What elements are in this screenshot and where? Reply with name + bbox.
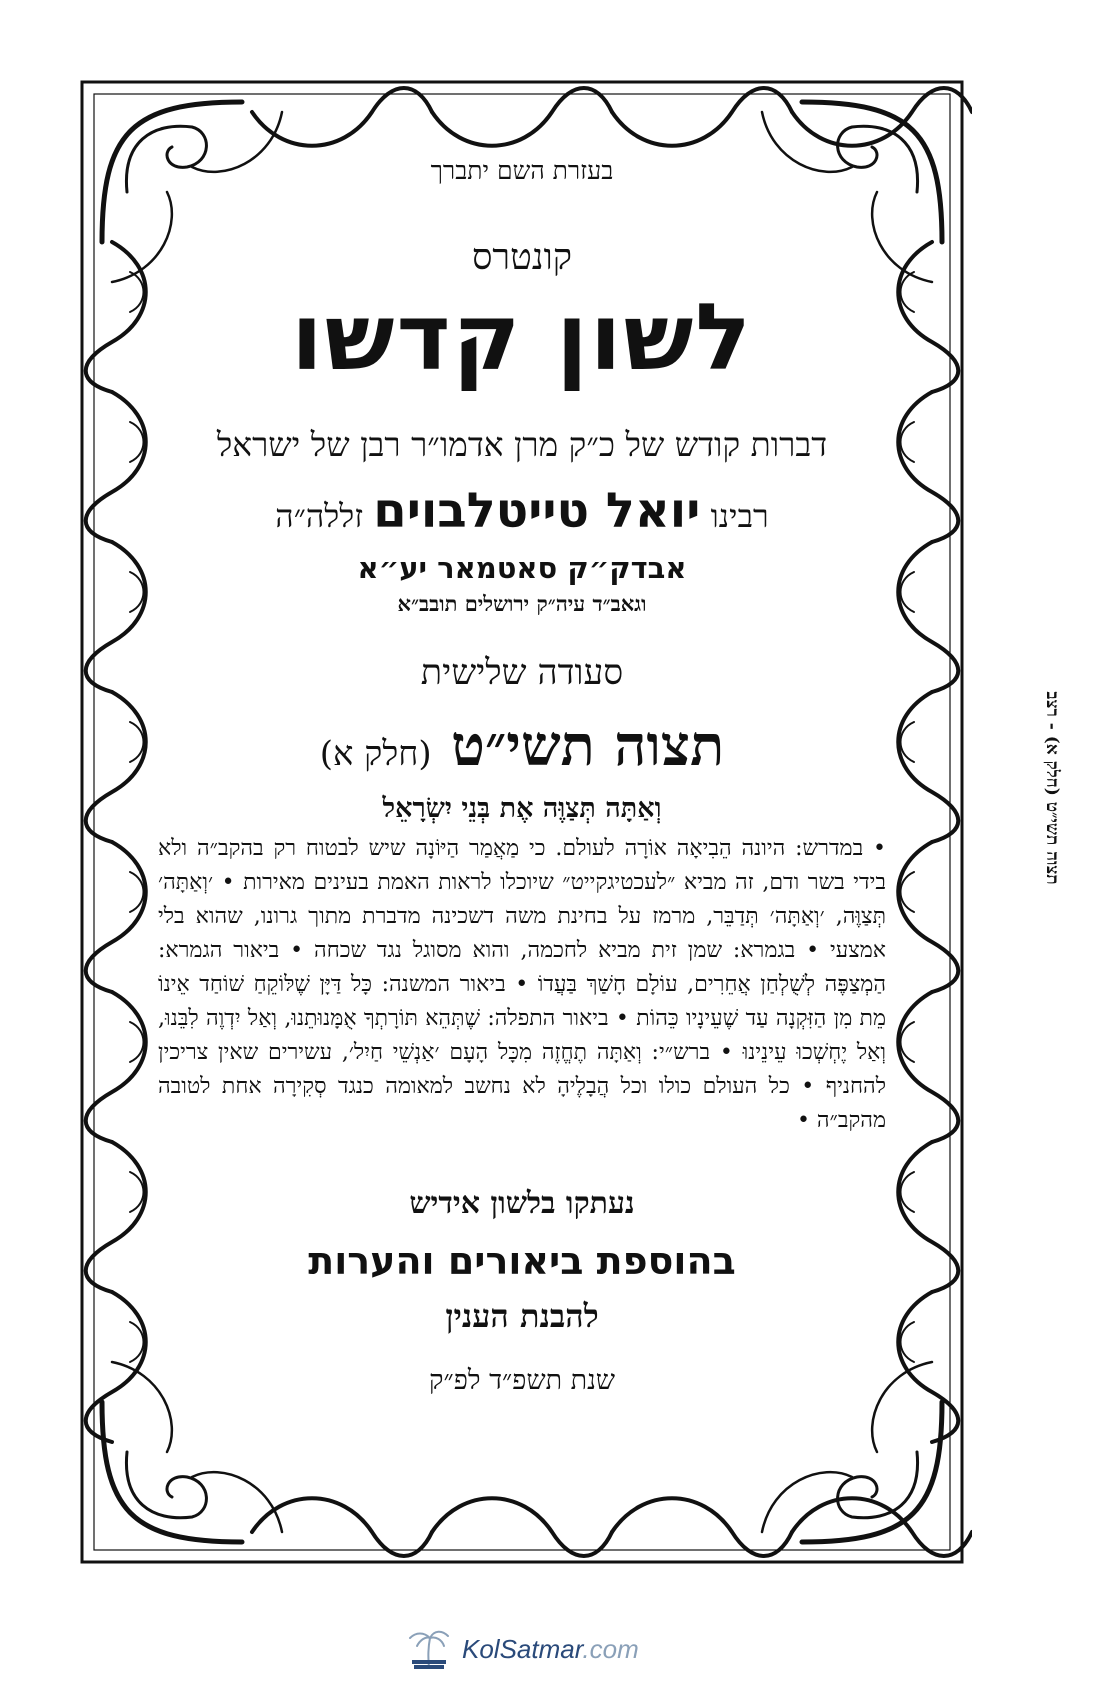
border-flourish [86, 1292, 146, 1442]
border-flourish [252, 88, 432, 146]
border-flourish [898, 692, 958, 842]
occasion: סעודה שלישית [420, 652, 624, 693]
parsha-part: (חלק א) [319, 733, 432, 774]
border-flourish [792, 88, 972, 146]
border-flourish [432, 88, 612, 146]
page-side-note: תצוה תשי״ט (חלק א) - רצב [1042, 691, 1062, 885]
border-flourish [901, 272, 915, 312]
border-flourish [901, 422, 915, 462]
border-flourish [130, 1022, 144, 1062]
logo-name-text: KolSatmar [462, 1633, 583, 1664]
border-flourish [901, 572, 915, 612]
subtitle: דברות קודש של כ״ק מרן אדמו״ר רבן של ישראל [216, 424, 828, 464]
border-flourish [792, 1498, 972, 1556]
border-flourish [130, 572, 144, 612]
border-flourish [130, 1172, 144, 1212]
border-flourish [126, 1452, 206, 1518]
logo-name[interactable] [462, 1634, 639, 1665]
logo-tld: .com [582, 1633, 639, 1664]
border-flourish [898, 242, 958, 392]
border-flourish [130, 272, 144, 312]
title-page-content [150, 150, 894, 1396]
border-flourish [130, 872, 144, 912]
border-flourish [130, 1322, 144, 1362]
border-flourish [898, 542, 958, 692]
parsha-name: תצוה תשי״ט [451, 712, 725, 779]
palm-tree-books-icon [404, 1624, 454, 1674]
border-flourish [901, 872, 915, 912]
additions-line: בהוספת ביאורים והערות [308, 1238, 736, 1283]
topics-summary: • במדרש: היונה הֵבִיאָה אוֹרָה לעולם. כי מַאֲמַר הַיּוֹנָה שיש לבטוח רק בהקב״ה ולא בידי בשר ודם, זה מביא ״לעכטיגקייט״ שיוכלו לראות האמת בעינים מאירות • ׳וְאַתָּה׳ תְּצַוֶּה, ׳וְאַתָּה׳ תְּדַבֵּר, מרמז על בחינת משה דשכינה מדברת מתוך גרונו, שהוא בלי אמצעי • בגמרא: שמן זית מביא לחכמה, והוא מסוגל נגד שכחה • ביאור הגמרא: הַמְצַפֶּה לְשֻׁלְחַן אֲחֵרִים, עוֹלָם חָשַׁךְ בַּעֲדוֹ • ביאור המשנה: כָּל דַּיָּן שֶׁלּוֹקֵחַ שׁוֹחַד אֵינוֹ מֵת מִן הַזִּקְנָה עַד שֶׁעֵינָיו כֵּהוֹת • ביאור התפלה: שֶׁתְּהֵא תּוֹרָתְךָ אֻמָּנוּתֵנוּ, וְאַל יִדְוֶה לִבֵּנוּ, וְאַל יֶחְשְׁכוּ עֵינֵינוּ • ברש״י: וְאַתָּה תֶחֱזֶה מִכָּל הָעָם ׳אַנְשֵׁי חַיִל׳, עשירים שאין צריכין להחניף • כל העולם כולו וכל הֲבָלֶיהָ לא נחשב למאומה כנגד סְקִירָה אחת לטובה מהקב״ה • [158, 835, 886, 1133]
rebbe-line [150, 483, 894, 539]
border-flourish [86, 692, 146, 842]
pretitle: קונטרס [471, 237, 573, 278]
parsha-heading [150, 713, 894, 779]
rebbe-prefix: רבינו [710, 496, 769, 535]
border-flourish [612, 1498, 792, 1556]
rabbinate-line: אבדק״ק סאטמאר יע״א [357, 550, 687, 585]
blessing-line: בעזרת השם יתברך [430, 156, 614, 185]
border-flourish [901, 1322, 915, 1362]
year-line: שנת תשפ״ד לפ״ק [429, 1364, 615, 1396]
kolsatmar-logo[interactable] [404, 1624, 639, 1674]
translation-note: נעתקו בלשון אידיש [409, 1185, 635, 1221]
border-flourish [898, 1292, 958, 1442]
border-flourish [86, 242, 146, 392]
border-flourish [901, 722, 915, 762]
book-title: לשון קדשו [291, 284, 753, 391]
purpose-line: להבנת הענין [445, 1296, 599, 1335]
border-flourish [130, 422, 144, 462]
border-flourish [898, 392, 958, 542]
border-flourish [130, 722, 144, 762]
border-flourish [252, 1498, 432, 1556]
border-flourish [901, 1172, 915, 1212]
border-flourish [898, 992, 958, 1142]
rebbe-name: יואל טייטלבוים [373, 482, 701, 539]
border-flourish [612, 88, 792, 146]
border-flourish [86, 392, 146, 542]
border-flourish [838, 1452, 918, 1518]
border-flourish [86, 542, 146, 692]
border-flourish [898, 1142, 958, 1292]
border-flourish [86, 842, 146, 992]
border-flourish [86, 992, 146, 1142]
jerusalem-line: וגאב״ד עיה״ק ירושלים תובב״א [397, 590, 647, 616]
border-flourish [86, 1142, 146, 1292]
border-flourish [432, 1498, 612, 1556]
border-flourish [898, 842, 958, 992]
border-flourish [901, 1022, 915, 1062]
opening-verse: וְאַתָּה תְּצַוֶּה אֶת בְּנֵי יִשְׂרָאֵל [382, 792, 662, 824]
rebbe-suffix: זללה״ה [275, 496, 364, 535]
